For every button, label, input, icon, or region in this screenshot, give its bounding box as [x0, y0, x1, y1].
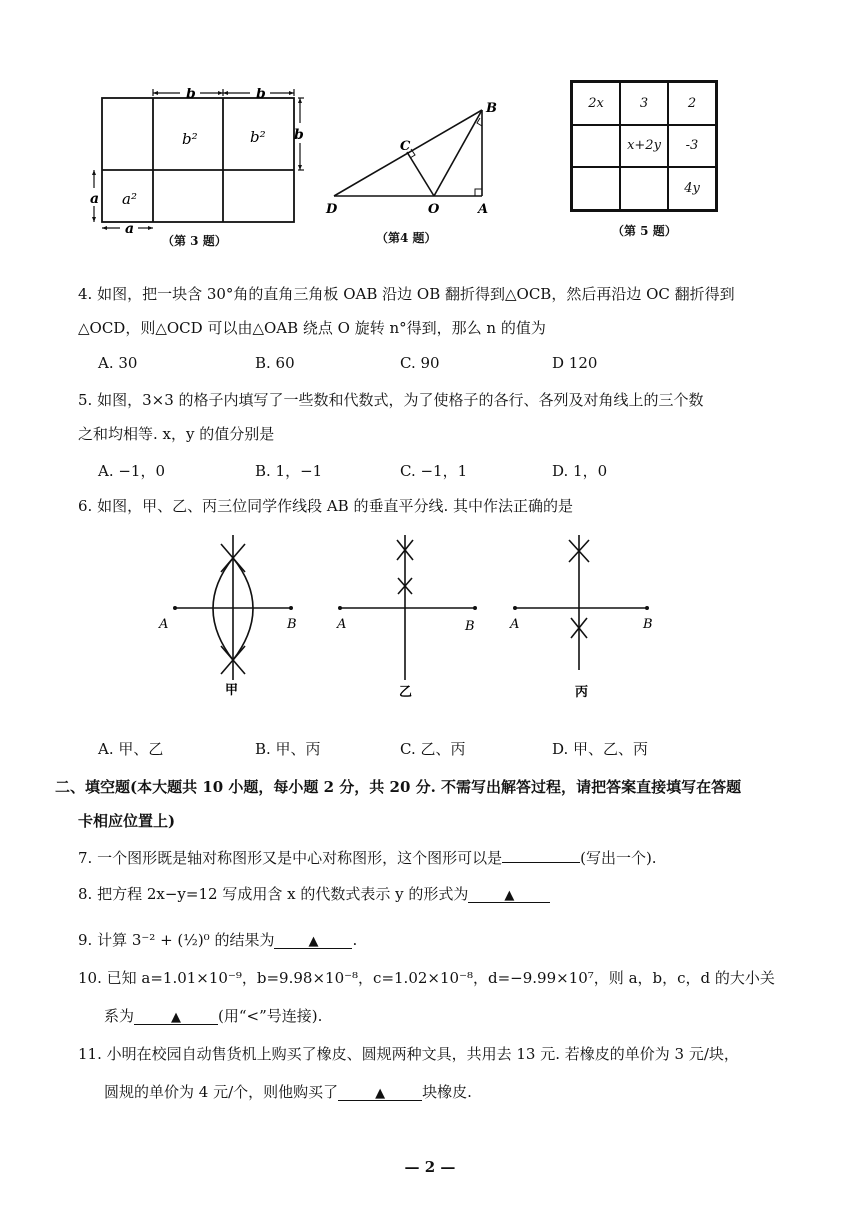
q8-text: 8. 把方程 2x−y=12 写成用含 x 的代数式表示 y 的形式为 — [78, 885, 469, 903]
fig3-caption: （第 3 题） — [162, 234, 227, 248]
fig4-label-C: C — [400, 139, 411, 154]
q4-option-d: D 120 — [552, 354, 598, 372]
fig3-label-a: a — [125, 221, 135, 237]
fig6-label-B: B — [287, 617, 297, 632]
fig4-caption: （第4 题） — [376, 231, 437, 245]
fig6-label-A: A — [337, 617, 347, 632]
q7-text: 7. 一个图形既是轴对称图形又是中心对称图形，这个图形可以是 — [78, 849, 503, 867]
q10-line1: 10. 已知 a=1.01×10⁻⁹，b=9.98×10⁻⁸，c=1.02×10⁻⁸，d=−9.99×10⁷，则 a，b，c，d 的大小关 — [78, 969, 775, 987]
fig5-caption: （第 5 题） — [612, 224, 677, 238]
q9-answer-blank[interactable]: ▲ — [274, 932, 352, 949]
q10-text: 系为 — [104, 1007, 135, 1025]
figure-5-grid — [570, 80, 718, 212]
fig6-caption-bing: 丙 — [575, 685, 589, 700]
q4-line2: △OCD，则△OCD 可以由△OAB 绕点 O 旋转 n°得到，那么 n 的值为 — [78, 319, 546, 337]
grid-cell — [572, 167, 620, 210]
fig6-label-A: A — [510, 617, 520, 632]
figure-4 — [322, 100, 502, 220]
q5-option-d: D. 1，0 — [552, 462, 608, 480]
q4-line1: 4. 如图，把一块含 30°角的直角三角板 OAB 沿边 OB 翻折得到△OCB，然后再沿边 OC 翻折得到 — [78, 285, 735, 303]
section-2-heading-cont: 卡相应位置上) — [78, 812, 176, 830]
q11-text: 圆规的单价为 4 元/个，则他购买了 — [104, 1083, 339, 1101]
q10-answer-blank[interactable]: ▲ — [134, 1008, 218, 1025]
q9 — [78, 930, 357, 950]
q6-option-a: A. 甲、乙 — [98, 740, 164, 758]
q10-line2 — [104, 1006, 322, 1026]
q9-text-after: . — [352, 931, 358, 949]
q9-text: 9. 计算 3⁻² + (½)⁰ 的结果为 — [78, 931, 275, 949]
q4-option-b: B. 60 — [255, 354, 295, 372]
fig4-label-O: O — [428, 202, 440, 217]
q11-text-after: 块橡皮. — [422, 1083, 472, 1101]
q8-answer-blank[interactable]: ▲ — [468, 886, 550, 903]
fig3-label-b: b — [256, 88, 266, 102]
figure-3 — [90, 88, 305, 238]
q5-line1: 5. 如图，3×3 的格子内填写了一些数和代数式，为了使格子的各行、各列及对角线上的三个数 — [78, 391, 704, 409]
q6-option-b: B. 甲、丙 — [255, 740, 321, 758]
q5-option-a: A. −1，0 — [98, 462, 166, 480]
figure-6 — [155, 530, 675, 700]
fig3-label-a: a — [90, 191, 100, 207]
fig3-cell-b2: b² — [250, 128, 266, 146]
fig4-label-B: B — [486, 101, 497, 116]
page-number: — 2 — — [404, 1158, 456, 1176]
section-2-heading: 二、填空题(本大题共 10 小题，每小题 2 分，共 20 分. 不需写出解答过程，请把答案直接填写在答题 — [55, 778, 742, 796]
q11-line2 — [104, 1082, 472, 1102]
fig6-caption-jia: 甲 — [225, 683, 239, 698]
q7-answer-blank[interactable] — [502, 846, 580, 863]
q6-line1: 6. 如图，甲、乙、丙三位同学作线段 AB 的垂直平分线. 其中作法正确的是 — [78, 497, 574, 515]
q11-line1: 11. 小明在校园自动售货机上购买了橡皮、圆规两种文具，共用去 13 元. 若橡皮的单价为 3 元/块， — [78, 1045, 739, 1063]
q5-option-c: C. −1，1 — [400, 462, 468, 480]
fig3-label-b: b — [186, 88, 196, 102]
q6-option-c: C. 乙、丙 — [400, 740, 466, 758]
fig4-label-D: D — [326, 202, 338, 217]
grid-cell: 4y — [668, 167, 716, 210]
q8 — [78, 884, 550, 904]
grid-cell: 3 — [620, 82, 668, 125]
fig6-label-B: B — [465, 619, 475, 634]
fig3-cell-a2: a² — [122, 190, 137, 208]
q5-line2: 之和均相等. x，y 的值分别是 — [78, 425, 275, 443]
q5-option-b: B. 1，−1 — [255, 462, 323, 480]
fig6-caption-yi: 乙 — [399, 685, 413, 700]
q6-option-d: D. 甲、乙、丙 — [552, 740, 649, 758]
grid-cell — [620, 167, 668, 210]
q7 — [78, 846, 657, 868]
fig3-cell-b2: b² — [182, 130, 198, 148]
grid-cell — [572, 125, 620, 168]
q11-answer-blank[interactable]: ▲ — [338, 1084, 422, 1101]
fig6-label-A: A — [159, 617, 169, 632]
grid-cell: x+2y — [620, 125, 668, 168]
fig6-label-B: B — [643, 617, 653, 632]
grid-cell: 2x — [572, 82, 620, 125]
grid-cell: 2 — [668, 82, 716, 125]
fig4-label-A: A — [478, 202, 489, 217]
q7-text-after: (写出一个). — [580, 849, 657, 867]
q10-text-after: (用“<”号连接). — [218, 1007, 323, 1025]
q4-option-c: C. 90 — [400, 354, 440, 372]
q4-option-a: A. 30 — [98, 354, 138, 372]
fig3-label-b: b — [294, 127, 304, 143]
grid-cell: -3 — [668, 125, 716, 168]
